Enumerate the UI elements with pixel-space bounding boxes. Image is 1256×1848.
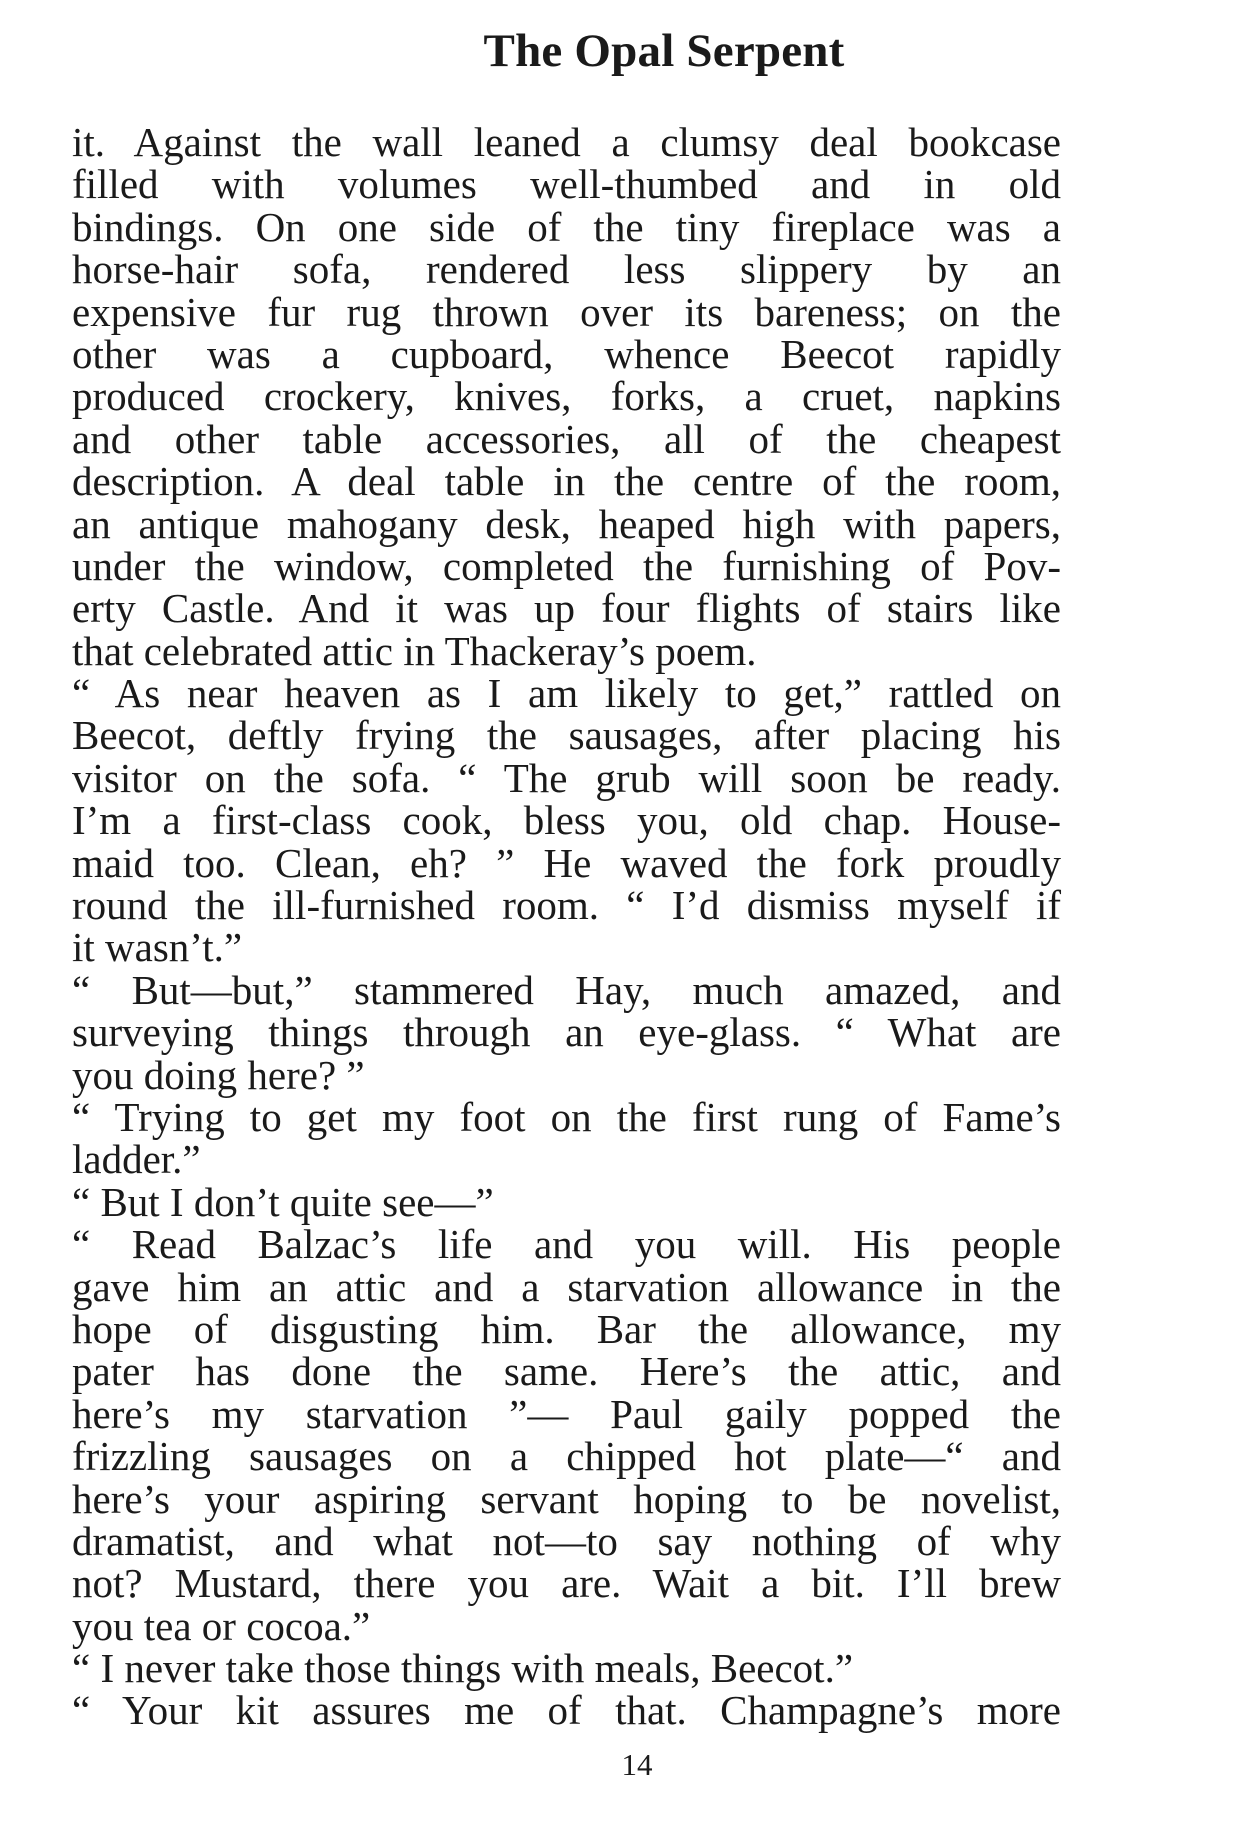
text-line: not? Mustard, there you are. Wait a bit. I’ll brew	[72, 1560, 1061, 1607]
text-line: you doing here? ”	[72, 1051, 365, 1098]
text-line: and other table accessories, all of the cheapest	[72, 415, 1061, 462]
body-text	[72, 121, 1061, 1732]
text-line: “ But I don’t quite see—”	[72, 1178, 494, 1225]
text-line: ladder.”	[72, 1136, 201, 1183]
text-line: “ As near heaven as I am likely to get,” rattled on	[72, 670, 1061, 717]
text-line: hope of disgusting him. Bar the allowance, my	[72, 1305, 1061, 1352]
text-line: it wasn’t.”	[72, 924, 243, 971]
text-line: erty Castle. And it was up four flights of stairs like	[72, 585, 1061, 632]
text-line: horse-hair sofa, rendered less slippery by an	[72, 246, 1061, 293]
text-line: maid too. Clean, eh? ” He waved the fork proudly	[72, 839, 1061, 886]
text-line: “ Your kit assures me of that. Champagne’s more	[72, 1687, 1061, 1734]
text-line: “ Read Balzac’s life and you will. His people	[72, 1221, 1061, 1268]
text-line: an antique mahogany desk, heaped high with papers,	[72, 500, 1061, 547]
text-line: “ Trying to get my foot on the first rung of Fame’s	[72, 1093, 1061, 1140]
text-line: pater has done the same. Here’s the attic, and	[72, 1348, 1061, 1395]
text-line: I’m a first-class cook, bless you, old chap. House-	[72, 797, 1061, 844]
text-line: under the window, completed the furnishing of Pov-	[72, 542, 1061, 589]
text-line: gave him an attic and a starvation allowance in the	[72, 1263, 1061, 1310]
text-line: produced crockery, knives, forks, a cruet, napkins	[72, 373, 1061, 420]
page-number: 14	[621, 1747, 653, 1782]
running-head: The Opal Serpent	[483, 25, 845, 77]
text-line: other was a cupboard, whence Beecot rapidly	[72, 330, 1061, 377]
text-line: “ But—but,” stammered Hay, much amazed, and	[72, 966, 1061, 1013]
text-line: visitor on the sofa. “ The grub will soon be ready.	[72, 754, 1061, 801]
text-line: “ I never take those things with meals, Beecot.”	[72, 1645, 854, 1692]
text-line: here’s your aspiring servant hoping to be novelist,	[72, 1475, 1061, 1522]
text-line: Beecot, deftly frying the sausages, after placing his	[72, 712, 1061, 759]
text-line: it. Against the wall leaned a clumsy deal bookcase	[72, 119, 1061, 165]
text-line: you tea or cocoa.”	[72, 1602, 371, 1649]
text-line: filled with volumes well-thumbed and in old	[72, 161, 1061, 208]
text-line: surveying things through an eye-glass. “ What are	[72, 1009, 1061, 1056]
text-line: description. A deal table in the centre of the room,	[72, 458, 1061, 505]
text-line: frizzling sausages on a chipped hot plate—“ and	[72, 1433, 1061, 1480]
text-line: expensive fur rug thrown over its bareness; on the	[72, 288, 1061, 335]
text-line: round the ill-furnished room. “ I’d dismiss myself if	[72, 882, 1061, 929]
text-line: bindings. On one side of the tiny fireplace was a	[72, 203, 1061, 250]
text-line: here’s my starvation ”— Paul gaily popped the	[72, 1390, 1061, 1437]
text-line: that celebrated attic in Thackeray’s poem.	[72, 627, 757, 674]
text-line: dramatist, and what not—to say nothing of why	[72, 1517, 1061, 1564]
